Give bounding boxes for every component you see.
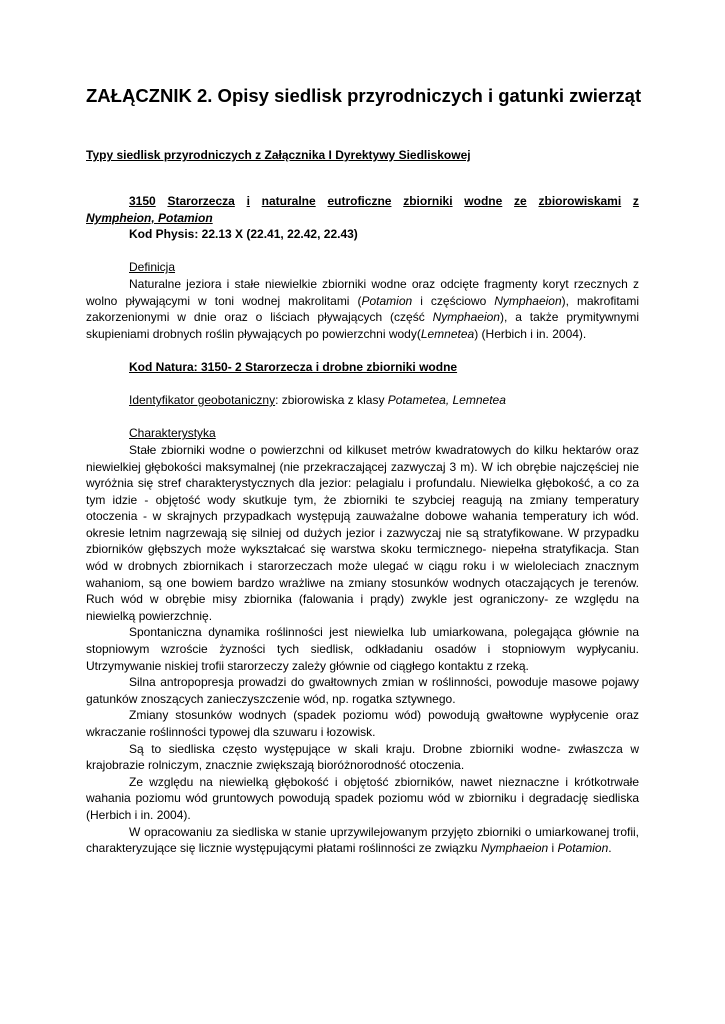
habitat-title-word: 3150 — [129, 194, 156, 208]
paragraph: Stałe zbiorniki wodne o powierzchni od kilkuset metrów kwadratowych do kilku hektarów oraz niewielkiej głębokości maksymalnej (nie przekraczającej zazwyczaj 3 m). W ich obrębie najczęściej nie wyróżnia się stref charakterystycznych dla jezior: pelagialu i profundalu. Niewielka głębokość, a co za tym idzie - objętość wody skutkuje tym, że zbiorniki te szybciej reagują na zmiany temperatury otoczenia - w skrajnych przypadkach występują zauważalne dobowe wahania temperatury ich wód. okresie letnim nagrzewają się silniej od dużych jezior i zazwyczaj nie są stratyfikowane. W przypadku zbiorników głębszych może wykształcać się warstwa skoku termicznego- niepełna stratyfikacja. Stan wód w drobnych zbiornikach i starorzeczach może ulegać w ciągu roku i w wieloleciach znacznym wahaniom, są one bowiem bardzo wrażliwe na zmiany stosunków wodnych otaczających je terenów. Ruch wód w obrębie misy zbiornika (falowania i prądy) zwykle jest ograniczony- ze względu na niewielką powierzchnię. — [86, 442, 639, 623]
habitat-title-word: naturalne — [261, 194, 316, 208]
habitat-title-word: z — [632, 194, 639, 208]
habitat-title-word: i — [246, 194, 250, 208]
habitat-title-word: eutroficzne — [327, 194, 392, 208]
paragraph: Spontaniczna dynamika roślinności jest niewielka lub umiarkowana, polegająca głównie na stopniowym wzroście żyzności tych siedlisk, odkładaniu osadów i stopniowym wypłycaniu. Utrzymywanie niskiej trofii starorzeczy zależy głównie od ciągłego kontaktu z rzeką. — [86, 625, 639, 673]
definicja-paragraph: Naturalne jeziora i stałe niewielkie zbiorniki wodne oraz odcięte fragmenty koryt rzecznych z wolno pływającymi w toni wodnej makrolitami (Potamion i częściowo Nymphaeion), makrofitami zakorzenionymi w dnie oraz o liściach pływających (część Nymphaeion), a także prymitywnymi skupieniami drobnych roślin pływających po powierzchni wody(Lemnetea) (Herbich i in. 2004). — [86, 276, 639, 341]
paragraph: Silna antropopresja prowadzi do gwałtownych zmian w roślinności, powoduje masowe pojawy gatunków znoszących zanieczyszczenie wód, np. rogatka sztywnego. — [86, 675, 639, 706]
geobotanical-identifier: Identyfikator geobotaniczny: zbiorowiska z klasy Potametea, Lemnetea — [129, 393, 506, 408]
habitat-title-word: ze — [514, 194, 527, 208]
habitat-title-word: Starorzecza — [167, 194, 235, 208]
document-body — [86, 193, 639, 857]
habitat-title-word: zbiorowiskami — [538, 194, 622, 208]
habitat-heading — [86, 193, 639, 210]
definicja-label: Definicja — [129, 260, 176, 275]
physis-code: Kod Physis: 22.13 X (22.41, 22.42, 22.43) — [129, 227, 358, 242]
page-title: ZAŁĄCZNIK 2. Opisy siedlisk przyrodniczych i gatunki zwierząt — [86, 85, 642, 106]
natura-code: Kod Natura: 3150- 2 Starorzecza i drobne zbiorniki wodne — [129, 359, 458, 374]
habitat-title-continuation — [86, 210, 639, 227]
paragraph: W opracowaniu za siedliska w stanie uprzywilejowanym przyjęto zbiorniki o umiarkowanej trofii, charakteryzujące się licznie występującymi płatami roślinności ze związku Nymphaeion i Potamion. — [86, 824, 639, 856]
charakterystyka-label: Charakterystyka — [129, 426, 216, 441]
paragraph: Są to siedliska często występujące w skali kraju. Drobne zbiorniki wodne- zwłaszcza w krajobrazie rolniczym, znacznie zwiększają bioróżnorodność otoczenia. — [86, 741, 639, 773]
habitat-title-word: wodne — [464, 194, 503, 208]
habitat-title-word: zbiorniki — [403, 194, 453, 208]
section-heading: Typy siedlisk przyrodniczych z Załącznika I Dyrektywy Siedliskowej — [86, 148, 471, 162]
habitat-alliances: Nympheion, Potamion — [86, 210, 213, 225]
identifier-label: Identyfikator geobotaniczny — [129, 393, 276, 408]
paragraph: Ze względu na niewielką głębokość i objętość zbiorników, nawet nieznaczne i krótkotrwałe wahania poziomu wód gruntowych powodują spadek poziomu wód w zbiorniku i degradację siedliska (Herbich i in. 2004). — [86, 774, 639, 822]
paragraph: Zmiany stosunków wodnych (spadek poziomu wód) powodują gwałtowne wypłycenie oraz wkraczanie roślinności typowej dla szuwaru i łozowisk. — [86, 708, 639, 739]
habitat-title-line — [129, 193, 639, 210]
